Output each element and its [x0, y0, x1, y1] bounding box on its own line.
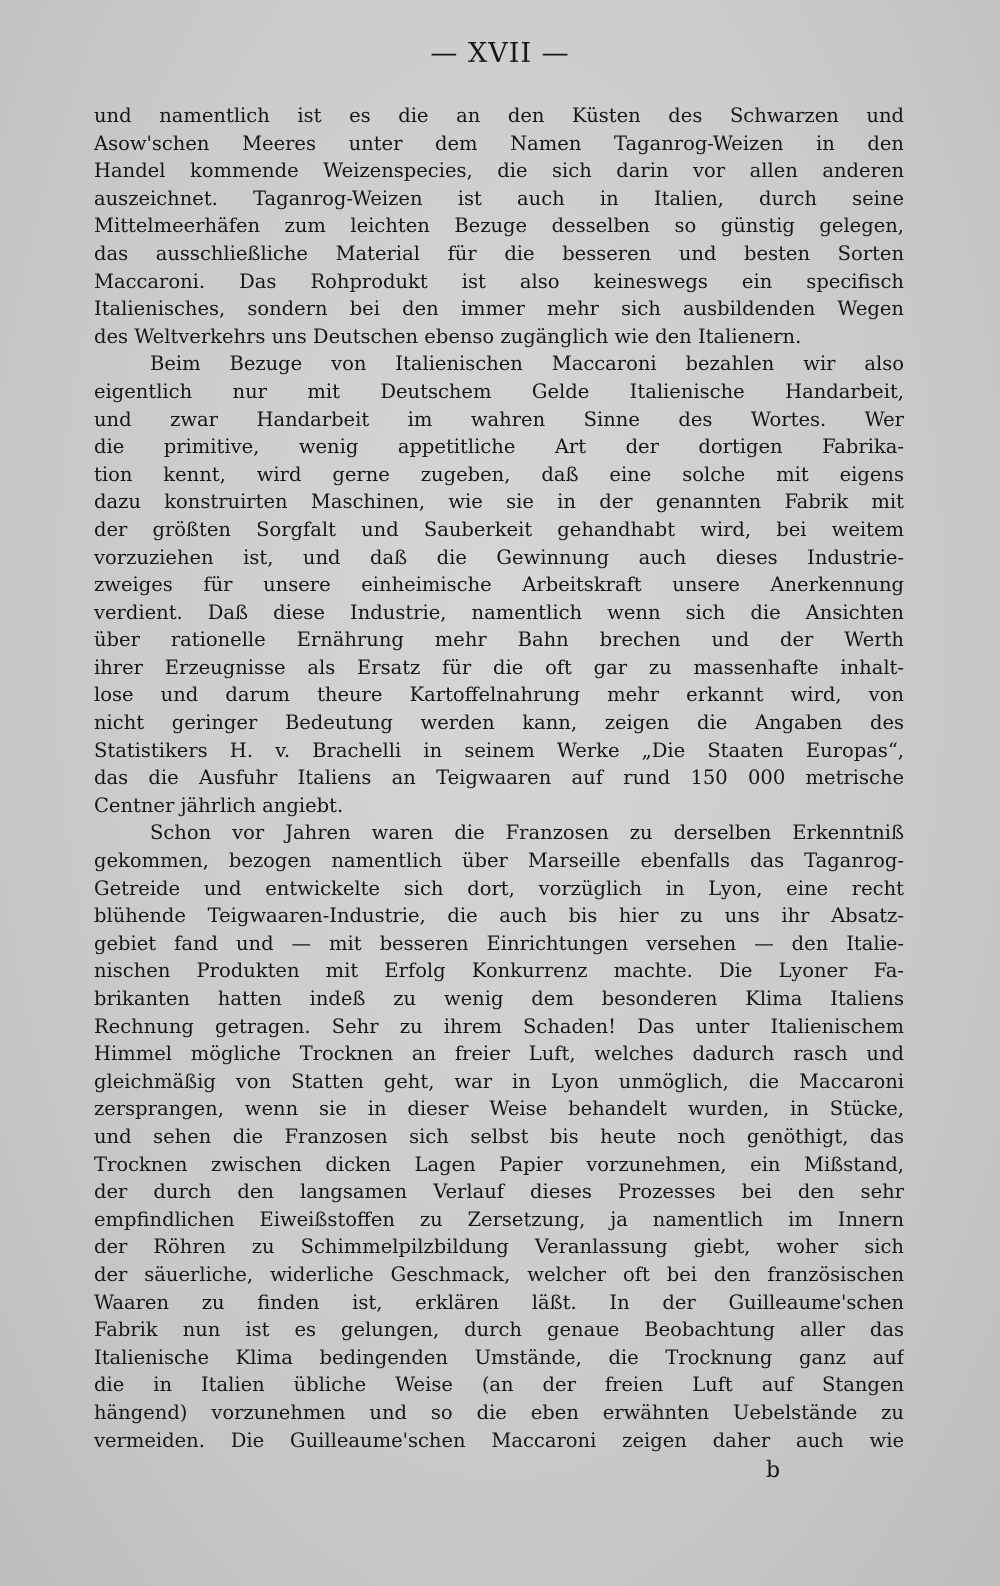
text-line: vorzuziehen ist, und daß die Gewinnung auch dieses Industrie- — [94, 545, 904, 569]
text-line: der Röhren zu Schimmelpilzbildung Veranlassung giebt, woher sich — [94, 1235, 904, 1259]
text-line: und namentlich ist es die an den Küsten des Schwarzen und — [94, 104, 904, 127]
text-line: das die Ausfuhr Italiens an Teigwaaren auf rund 150 000 metrische — [94, 766, 904, 790]
text-line: hängend) vorzunehmen und so die eben erwähnten Uebelstände zu — [94, 1400, 904, 1424]
text-line: Mittelmeerhäfen zum leichten Bezuge desselben so günstig gelegen, — [94, 214, 904, 238]
text-line: blühende Teigwaaren-Industrie, die auch bis hier zu uns ihr Absatz- — [94, 904, 904, 928]
text-line: eigentlich nur mit Deutschem Gelde Italienische Handarbeit, — [94, 379, 904, 403]
paragraph — [94, 350, 904, 819]
text-line: Getreide und entwickelte sich dort, vorzüglich in Lyon, eine recht — [94, 876, 904, 900]
text-line: das ausschließliche Material für die besseren und besten Sorten — [94, 241, 904, 265]
text-line: gekommen, bezogen namentlich über Marseille ebenfalls das Taganrog- — [94, 849, 904, 873]
paragraph — [94, 819, 904, 1454]
text-line: zersprangen, wenn sie in dieser Weise behandelt wurden, in Stücke, — [94, 1097, 904, 1121]
text-line: die primitive, wenig appetitliche Art der dortigen Fabrika- — [94, 435, 904, 459]
body-text — [94, 102, 904, 1454]
text-line: nischen Produkten mit Erfolg Konkurrenz machte. Die Lyoner Fa- — [94, 959, 904, 983]
text-line: Beim Bezuge von Italienischen Maccaroni bezahlen wir also — [150, 352, 904, 376]
text-line: der größten Sorgfalt und Sauberkeit gehandhabt wird, bei weitem — [94, 517, 904, 541]
text-line: Italienische Klima bedingenden Umstände, die Trocknung ganz auf — [94, 1345, 904, 1369]
text-line: Italienisches, sondern bei den immer mehr sich ausbildenden Wegen — [94, 297, 904, 321]
text-line: Maccaroni. Das Rohprodukt ist also keineswegs ein specifisch — [94, 269, 904, 293]
text-line: auszeichnet. Taganrog-Weizen ist auch in Italien, durch seine — [94, 186, 904, 210]
text-line: Waaren zu finden ist, erklären läßt. In der Guilleaume'schen — [94, 1290, 904, 1314]
text-line: Fabrik nun ist es gelungen, durch genaue Beobachtung aller das — [94, 1318, 904, 1342]
text-line: Rechnung getragen. Sehr zu ihrem Schaden! Das unter Italienischem — [94, 1014, 904, 1038]
text-line: tion kennt, wird gerne zugeben, daß eine solche mit eigens — [94, 462, 904, 486]
text-line: Asow'schen Meeres unter dem Namen Taganrog-Weizen in den — [94, 131, 904, 155]
text-line: verdient. Daß diese Industrie, namentlich wenn sich die Ansichten — [94, 600, 904, 624]
text-line: gebiet fand und — mit besseren Einrichtungen versehen — den Italie- — [94, 931, 904, 955]
text-line: die in Italien übliche Weise (an der freien Luft auf Stangen — [94, 1373, 904, 1397]
text-line: und zwar Handarbeit im wahren Sinne des Wortes. Wer — [94, 407, 904, 431]
text-line: der säuerliche, widerliche Geschmack, welcher oft bei den französischen — [94, 1262, 904, 1286]
text-line: und sehen die Franzosen sich selbst bis heute noch genöthigt, das — [94, 1124, 904, 1148]
text-line: Centner jährlich angiebt. — [94, 793, 344, 817]
text-line: Trocknen zwischen dicken Lagen Papier vorzunehmen, ein Mißstand, — [94, 1152, 904, 1176]
text-line: über rationelle Ernährung mehr Bahn brechen und der Werth — [94, 628, 904, 652]
paragraph — [94, 102, 904, 350]
page-number-header: — XVII — — [430, 38, 570, 69]
text-line: gleichmäßig von Statten geht, war in Lyon unmöglich, die Maccaroni — [94, 1069, 904, 1093]
text-line: Himmel mögliche Trocknen an freier Luft, welches dadurch rasch und — [94, 1042, 904, 1066]
text-line: brikanten hatten indeß zu wenig dem besonderen Klima Italiens — [94, 987, 904, 1010]
text-line: empfindlichen Eiweißstoffen zu Zersetzung, ja namentlich im Innern — [94, 1207, 904, 1231]
text-line: nicht geringer Bedeutung werden kann, zeigen die Angaben des — [94, 711, 904, 735]
text-line: ihrer Erzeugnisse als Ersatz für die oft gar zu massenhafte inhalt- — [94, 655, 904, 679]
text-line: lose und darum theure Kartoffelnahrung mehr erkannt wird, von — [94, 683, 904, 707]
text-line: Statistikers H. v. Brachelli in seinem Werke „Die Staaten Europas“, — [94, 738, 904, 762]
text-line: des Weltverkehrs uns Deutschen ebenso zugänglich wie den Italienern. — [94, 324, 802, 348]
text-line: Handel kommende Weizenspecies, die sich darin vor allen anderen — [94, 159, 904, 183]
text-line: vermeiden. Die Guilleaume'schen Maccaroni zeigen daher auch wie — [94, 1428, 904, 1452]
text-line: dazu konstruirten Maschinen, wie sie in der genannten Fabrik mit — [94, 490, 904, 514]
text-line: Schon vor Jahren waren die Franzosen zu derselben Erkenntniß — [150, 821, 904, 845]
text-line: der durch den langsamen Verlauf dieses Prozesses bei den sehr — [94, 1180, 904, 1204]
signature-mark: b — [766, 1458, 781, 1483]
text-line: zweiges für unsere einheimische Arbeitskraft unsere Anerkennung — [94, 573, 904, 597]
